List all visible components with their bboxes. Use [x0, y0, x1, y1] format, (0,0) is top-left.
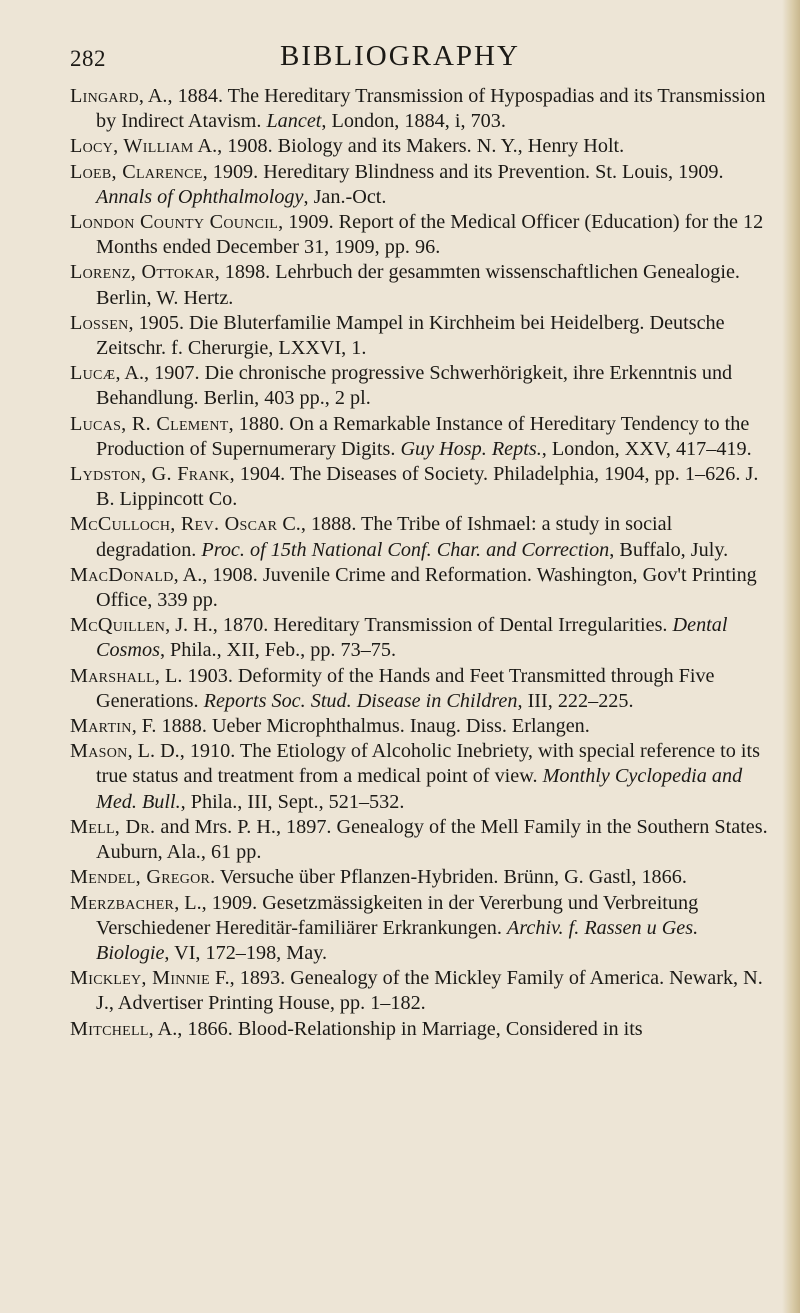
bibliography-entry: [70, 361, 768, 411]
bibliography-entry: [70, 891, 768, 967]
entry-text: , J. H., 1870. Hereditary Transmission of Dental Irregularities.: [165, 614, 673, 637]
bibliography-list: [70, 84, 768, 1042]
entry-author: Mitchell: [70, 1017, 149, 1040]
entry-author: Lydston, G. Frank: [70, 463, 230, 486]
entry-text: , 1880. On a Remarkable Instance of Hereditary Tendency to the Production of Supernumerary Digits.: [96, 412, 750, 460]
entry-source: Monthly Cyclopedia and Med. Bull.: [96, 765, 743, 813]
running-head: BIBLIOGRAPHY: [280, 40, 520, 72]
entry-text: , A., 1907. Die chronische progressive Schwerhörigkeit, ihre Erkenntnis und Behandlung. Berlin, 403 pp., 2 pl.: [96, 362, 733, 410]
page-header: [0, 38, 800, 78]
entry-text: A., 1908. Biology and its Makers. N. Y., Henry Holt.: [193, 135, 625, 158]
entry-text: , F. 1888. Ueber Microphthalmus. Inaug. Diss. Erlangen.: [131, 715, 590, 738]
entry-source: Annals of Ophthalmology: [96, 185, 304, 208]
entry-source: Reports Soc. Stud. Disease in Children: [203, 689, 518, 712]
bibliography-entry: [70, 210, 768, 260]
entry-author: Lossen: [70, 311, 129, 334]
bibliography-entry: [70, 714, 768, 739]
entry-author: Mason: [70, 740, 128, 763]
entry-author: Lingard: [70, 85, 139, 107]
page-number: 282: [70, 46, 106, 71]
entry-author: Mendel, Gregor: [70, 866, 211, 889]
entry-text: , 1909. Hereditary Blindness and its Prevention. St. Louis, 1909.: [202, 160, 724, 183]
bibliography-entry: [70, 664, 768, 714]
bibliography-entry: [70, 739, 768, 815]
entry-text: , 1909. Report of the Medical Officer (Education) for the 12 Months ended December 31, 1909, pp. 96.: [96, 211, 764, 259]
page-edge-shadow: [782, 0, 800, 1313]
entry-author: Marshall: [70, 664, 155, 687]
entry-text: . Versuche über Pflanzen-Hybriden. Brünn, G. Gastl, 1866.: [210, 866, 687, 889]
entry-author: McCulloch, Rev. Oscar: [70, 513, 278, 536]
entry-text: C., 1888. The Tribe of Ishmael: a study in social degradation.: [96, 513, 673, 561]
entry-source: Guy Hosp. Repts.: [400, 437, 542, 460]
entry-author: Lorenz, Ottokar: [70, 261, 215, 284]
entry-author: Mickley, Minnie: [70, 967, 210, 990]
entry-details: , London, XXV, 417–419.: [541, 437, 752, 460]
entry-details: , VI, 172–198, May.: [164, 941, 328, 964]
bibliography-entry: [70, 134, 768, 159]
bibliography-entry: [70, 966, 768, 1016]
bibliography-entry: [70, 613, 768, 663]
bibliography-entry: [70, 512, 768, 562]
entry-text: , L., 1909. Gesetzmässigkeiten in der Vererbung und Verbreitung Verschiedener Hereditär-familiärer Erkrankungen.: [96, 891, 699, 939]
entry-text: , 1905. Die Bluterfamilie Mampel in Kirchheim bei Heidelberg. Deutsche Zeitschr. f. Cherurgie, LXXVI, 1.: [96, 311, 725, 360]
entry-source: Proc. of 15th National Conf. Char. and Correction: [201, 538, 610, 561]
entry-text: and Mrs. P. H., 1897. Genealogy of the Mell Family in the Southern States. Auburn, Ala., 61 pp.: [96, 815, 768, 864]
entry-author: McQuillen: [70, 614, 166, 637]
entry-details: , London, 1884, i, 703.: [321, 110, 506, 133]
entry-author: MacDonald: [70, 563, 174, 586]
bibliography-entry: [70, 160, 768, 210]
entry-author: London County Council: [70, 211, 279, 234]
entry-author: Martin: [70, 715, 132, 738]
entry-text: , 1904. The Diseases of Society. Philadelphia, 1904, pp. 1–626. J. B. Lippincott Co.: [96, 463, 759, 511]
entry-author: Lucæ: [70, 362, 116, 385]
bibliography-entry: [70, 260, 768, 310]
bibliography-entry: [70, 311, 768, 361]
bibliography-entry: [70, 865, 768, 890]
entry-text: , A., 1866. Blood-Relationship in Marriage, Considered in its: [148, 1017, 643, 1040]
bibliography-entry: [70, 412, 768, 462]
bibliography-entry: [70, 815, 768, 865]
entry-author: Locy, William: [70, 135, 194, 158]
entry-text: F., 1893. Genealogy of the Mickley Family of America. Newark, N. J., Advertiser Printing House, pp. 1–182.: [96, 967, 763, 1015]
entry-details: , Phila., III, Sept., 521–532.: [180, 790, 405, 813]
entry-author: Loeb, Clarence: [70, 160, 203, 183]
entry-source: Dental Cosmos: [96, 614, 728, 662]
entry-text: , L. 1903. Deformity of the Hands and Feet Transmitted through Five Generations.: [96, 664, 715, 712]
entry-author: Mell, Dr.: [70, 815, 156, 838]
entry-source: Archiv. f. Rassen u Ges. Biologie: [96, 916, 699, 964]
bibliography-entry: [70, 1017, 768, 1042]
entry-author: Lucas, R. Clement: [70, 412, 229, 435]
entry-text: , A., 1908. Juvenile Crime and Reformation. Washington, Gov't Printing Office, 339 pp.: [96, 563, 757, 612]
entry-text: , A., 1884. The Hereditary Transmission of Hypospadias and its Transmission by Indirect Atavism.: [96, 85, 766, 133]
bibliography-entry: [70, 563, 768, 613]
entry-details: , Jan.-Oct.: [303, 185, 387, 208]
entry-text: , 1898. Lehrbuch der gesammten wissenschaftlichen Genealogie. Berlin, W. Hertz.: [96, 261, 740, 309]
entry-text: , L. D., 1910. The Etiology of Alcoholic Inebriety, with special reference to its true status and treatment from a medical point of view.: [96, 740, 760, 788]
entry-details: , III, 222–225.: [517, 689, 634, 712]
entry-source: Lancet: [266, 110, 322, 133]
entry-author: Merzbacher: [70, 891, 175, 914]
entry-details: , Phila., XII, Feb., pp. 73–75.: [159, 639, 397, 662]
bibliography-entry: [70, 462, 768, 512]
entry-details: , Buffalo, July.: [609, 538, 729, 561]
bibliography-entry: [70, 84, 768, 134]
